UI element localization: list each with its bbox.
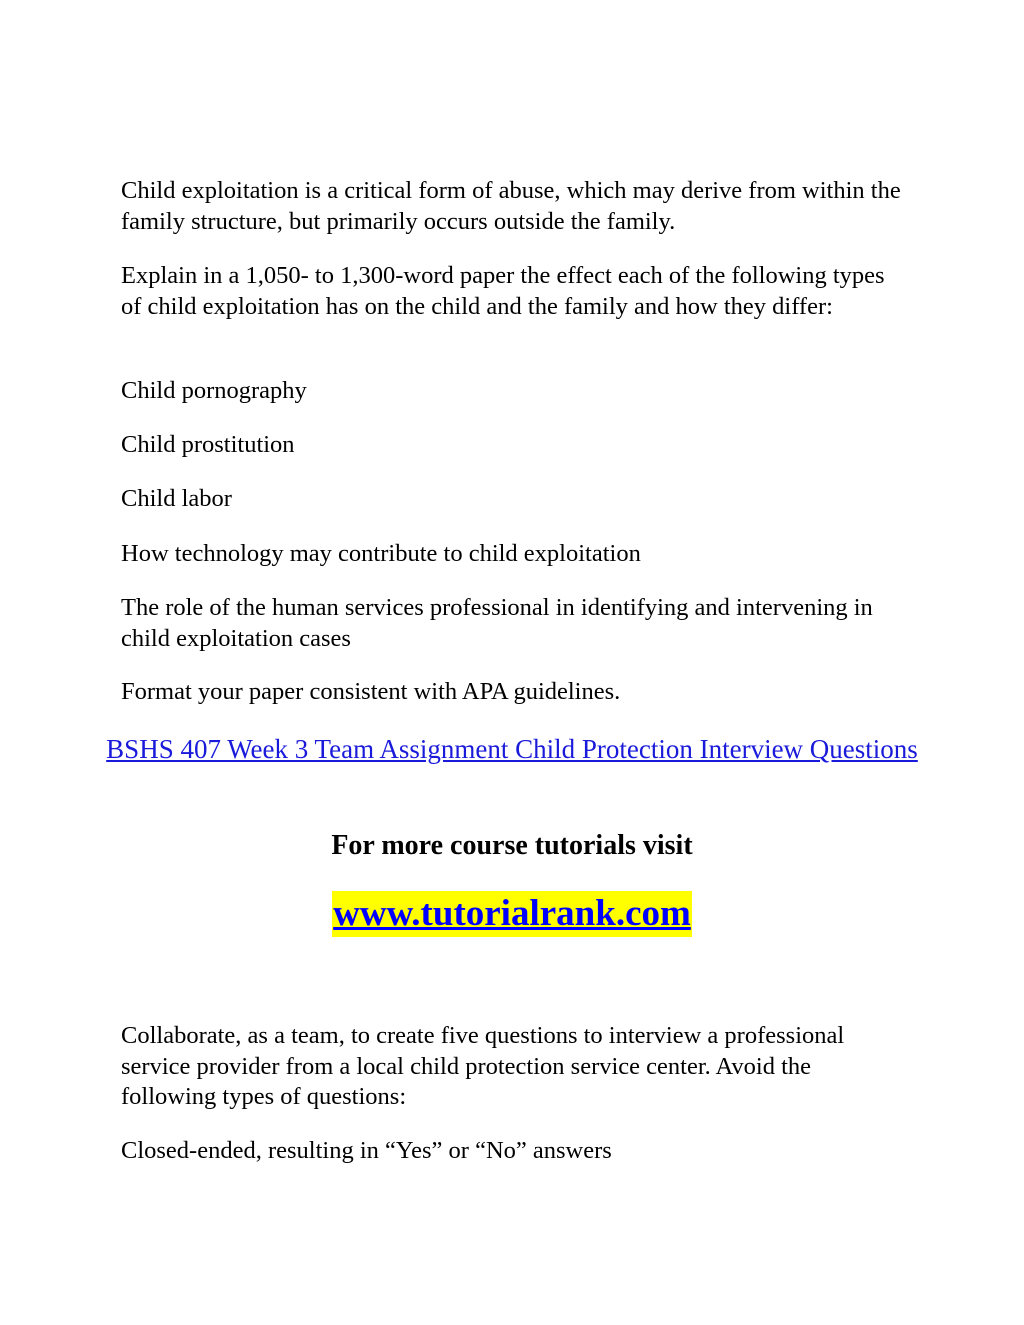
next-assignment-link[interactable]: BSHS 407 Week 3 Team Assignment Child Protection Interview Questions [106,734,918,764]
topic-item: The role of the human services professional in identifying and intervening in child exploitation cases [121,594,873,652]
topic-item: Child pornography [121,377,307,404]
tutorial-site-link[interactable]: www.tutorialrank.com [332,891,692,937]
topic-item: How technology may contribute to child exploitation [121,540,641,567]
instruction-paragraph: Explain in a 1,050- to 1,300-word paper the effect each of the following types of child exploitation has on the child and the family and how they differ: [121,262,885,320]
topic-item: Child prostitution [121,431,295,458]
team-instruction-paragraph: Collaborate, as a team, to create five questions to interview a professional service provider from a local child protection service center. Avoid the following types of questions: [121,1022,845,1110]
promo-site-wrapper [0,891,1024,937]
promo-heading: For more course tutorials visit [331,830,693,861]
avoid-item: Closed-ended, resulting in “Yes” or “No” answers [121,1137,612,1164]
intro-paragraph: Child exploitation is a critical form of abuse, which may derive from within the family structure, but primarily occurs outside the family. [121,177,901,235]
topic-item: Child labor [121,485,232,512]
format-note: Format your paper consistent with APA guidelines. [121,678,621,705]
